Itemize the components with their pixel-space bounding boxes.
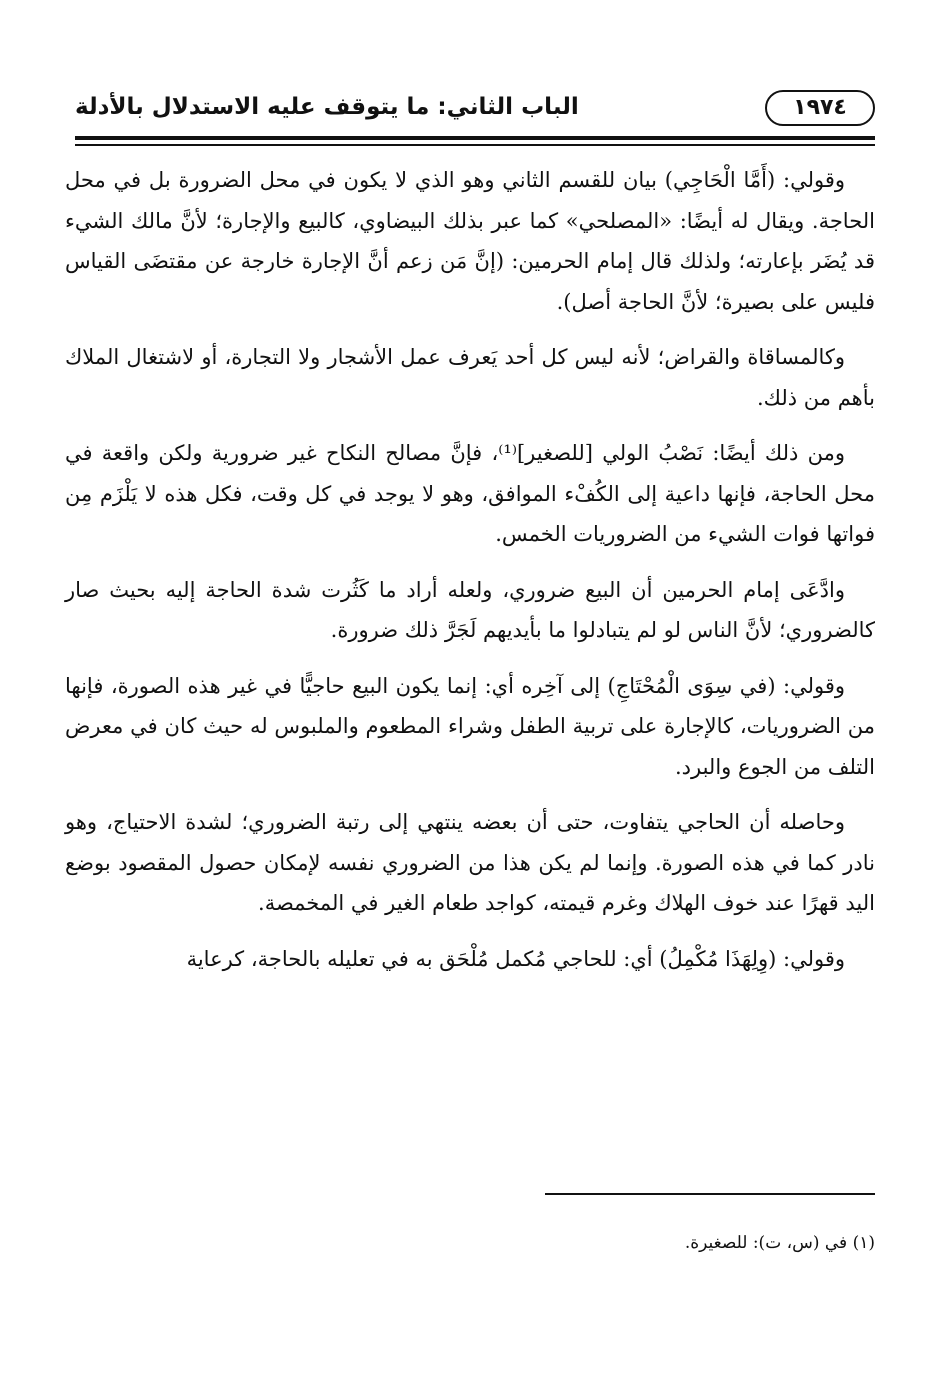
header-rule-thick <box>75 136 875 140</box>
paragraph: ومن ذلك أيضًا: نَصْبُ الولي [للصغير]⁽¹⁾، فإنَّ مصالح النكاح غير ضرورية ولكن واقعة في محل الحاجة، فإنها داعية إلى الكُفْء الموافق، وهو لا يوجد في كل وقت، فكل هذه لا يَلْزَم مِن فواتها فوات الشيء من الضروريات الخمس. <box>65 441 875 546</box>
paragraph: وادَّعَى إمام الحرمين أن البيع ضروري، ولعله أراد ما كَثُرت شدة الحاجة إليه بحيث صار كالضروري؛ لأنَّ الناس لو لم يتبادلوا ما بأيديهم لَجَرَّ ذلك ضرورة. <box>65 577 875 642</box>
paragraph: وقولي: (في سِوَى الْمُحْتَاجِ) إلى آخِره أي: إنما يكون البيع حاجيًّا في غير هذه الصورة، فإنها من الضروريات، كالإجارة على تربية الطفل وشراء المطعوم والملبوس له حيث كان في معرض التلف من الجوع والبرد. <box>65 673 875 779</box>
paragraph: وحاصله أن الحاجي يتفاوت، حتى أن بعضه ينتهي إلى رتبة الضروري؛ لشدة الاحتياج، وهو نادر كما في هذه الصورة. وإنما لم يكن هذا من الضروري نفسه لإمكان حصول المقصود بوضع اليد قهرًا عند خوف الهلاك وغرم قيمته، كواجد طعام الغير في المخمصة. <box>65 810 875 915</box>
page-header <box>75 88 875 136</box>
footnote-separator <box>545 1193 875 1195</box>
body-text <box>65 160 875 979</box>
running-title: الباب الثاني: ما يتوقف عليه الاستدلال بالأدلة <box>75 94 579 120</box>
page-number: ١٩٧٤ <box>765 90 875 126</box>
paragraph: وقولي: (وِلِهَذَا مُكْمِلُ) أي: للحاجي مُكمل مُلْحَق به في تعليله بالحاجة، كرعاية <box>186 946 845 971</box>
paragraph: وقولي: (أَمَّا الْحَاجِي) بيان للقسم الثاني وهو الذي لا يكون في محل الضرورة بل في محل الحاجة. ويقال له أيضًا: «المصلحي» كما عبر بذلك البيضاوي، كالبيع والإجارة؛ لأنَّ مالك الشيء قد يُضَر بإعارته؛ ولذلك قال إمام الحرمين: (إنَّ مَن زعم أنَّ الإجارة خارجة عن مقتضَى القياس فليس على بصيرة؛ لأنَّ الحاجة أصل). <box>65 168 875 314</box>
footnote: (١) في (س، ت): للصغيرة. <box>684 1233 875 1253</box>
header-rule-thin <box>75 144 875 146</box>
paragraph: وكالمساقاة والقراض؛ لأنه ليس كل أحد يَعرف عمل الأشجار ولا التجارة، أو لاشتغال الملاك بأهم من ذلك. <box>65 345 875 410</box>
